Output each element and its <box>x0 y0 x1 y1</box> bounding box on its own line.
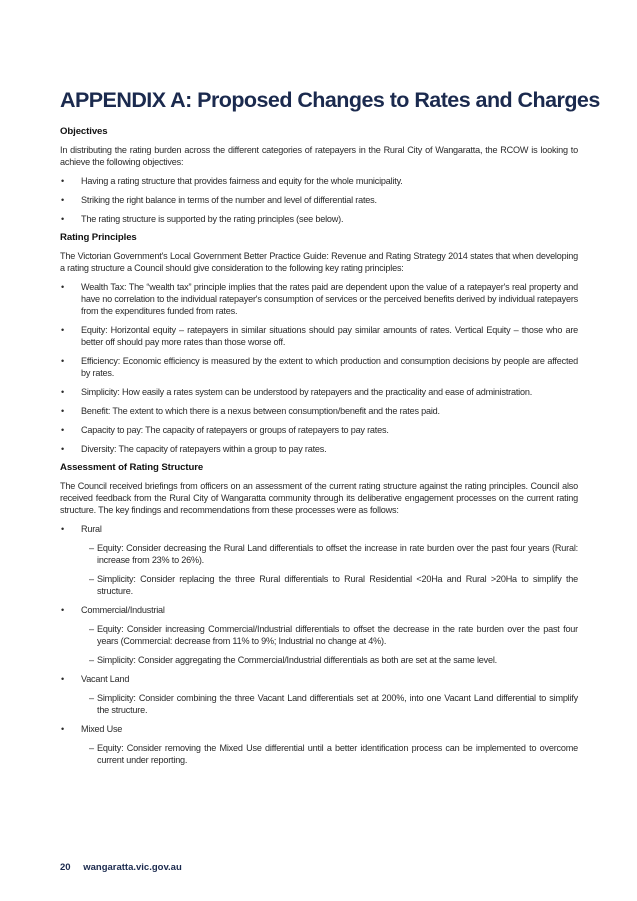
assessment-group-mixed-use <box>60 723 578 766</box>
rating-principles-heading: Rating Principles <box>60 232 137 243</box>
group-label: Rural <box>81 524 102 534</box>
objectives-heading: Objectives <box>60 126 108 137</box>
page-title: APPENDIX A: Proposed Changes to Rates and Charges <box>60 88 600 112</box>
list-item: • Wealth Tax: The “wealth tax” principle implies that the rates paid are dependent upon the value of a ratepayer's real property and have no correlation to the individual ratepayer's consumption of services or the perceived benefits derived by individual ratepayers from the expenditures funded from rates. <box>60 281 578 317</box>
assessment-list <box>60 523 578 766</box>
list-item: • Efficiency: Economic efficiency is measured by the extent to which production and consumption decisions by people are affected by rates. <box>60 355 578 379</box>
group-label: Commercial/Industrial <box>81 605 165 615</box>
objectives-section <box>60 126 578 225</box>
sub-list <box>81 742 578 766</box>
list-item: • Benefit: The extent to which there is a nexus between consumption/benefit and the rates paid. <box>60 405 578 417</box>
assessment-intro: The Council received briefings from officers on an assessment of the current rating structure against the rating principles. Council also received feedback from the Rural City of Wangaratta community through its deliberative engagement processes on the current rating structure. The key findings and recommendations from these processes were as follows: <box>60 481 578 515</box>
list-item: – Simplicity: Consider aggregating the Commercial/Industrial differentials as both are set at the same level. <box>89 654 578 666</box>
sub-list <box>81 623 578 666</box>
assessment-group-rural <box>60 523 578 597</box>
list-item: – Equity: Consider removing the Mixed Use differential until a better identification process can be implemented to overcome current under reporting. <box>89 742 578 766</box>
list-item: • The rating structure is supported by the rating principles (see below). <box>60 213 578 225</box>
list-item: • Diversity: The capacity of ratepayers within a group to pay rates. <box>60 443 578 455</box>
list-item: • Capacity to pay: The capacity of ratepayers or groups of ratepayers to pay rates. <box>60 424 578 436</box>
sub-list <box>81 692 578 716</box>
group-label: Mixed Use <box>81 724 123 734</box>
list-item: – Simplicity: Consider replacing the three Rural differentials to Rural Residential <20Ha and Rural >20Ha to simplify the structure. <box>89 573 578 597</box>
rating-principles-section <box>60 232 578 455</box>
list-item: • Simplicity: How easily a rates system can be understood by ratepayers and the practicality and ease of administration. <box>60 386 578 398</box>
list-item: • Striking the right balance in terms of the number and level of differential rates. <box>60 194 578 206</box>
list-item: – Equity: Consider decreasing the Rural Land differentials to offset the increase in rate burden over the past four years (Rural: increase from 23% to 26%). <box>89 542 578 566</box>
page-content <box>60 126 578 773</box>
sub-list <box>81 542 578 597</box>
list-item: • Equity: Horizontal equity – ratepayers in similar situations should pay similar amounts of rates. Vertical Equity – those who are better off should pay more rates than those worse off. <box>60 324 578 348</box>
website-link[interactable]: wangaratta.vic.gov.au <box>83 862 182 873</box>
objectives-intro: In distributing the rating burden across the different categories of ratepayers in the Rural City of Wangaratta, the RCOW is looking to achieve the following objectives: <box>60 145 578 167</box>
group-label: Vacant Land <box>81 674 130 684</box>
rating-principles-intro: The Victorian Government's Local Government Better Practice Guide: Revenue and Rating Strategy 2014 states that when developing a rating structure a Council should give consideration to the following key rating principles: <box>60 251 578 273</box>
assessment-group-commercial-industrial <box>60 604 578 666</box>
list-item: – Simplicity: Consider combining the three Vacant Land differentials set at 200%, into one Vacant Land differential to simplify the structure. <box>89 692 578 716</box>
assessment-group-vacant-land <box>60 673 578 716</box>
rating-principles-list <box>60 281 578 455</box>
list-item: – Equity: Consider increasing Commercial/Industrial differentials to offset the decrease in the rate burden over the past four years (Commercial: decrease from 11% to 9%; Industrial no change at 4%). <box>89 623 578 647</box>
assessment-heading: Assessment of Rating Structure <box>60 462 204 473</box>
page-number: 20 <box>60 862 71 873</box>
list-item: • Having a rating structure that provides fairness and equity for the whole municipality. <box>60 175 578 187</box>
assessment-section <box>60 462 578 766</box>
page-footer <box>60 862 182 873</box>
objectives-list <box>60 175 578 225</box>
